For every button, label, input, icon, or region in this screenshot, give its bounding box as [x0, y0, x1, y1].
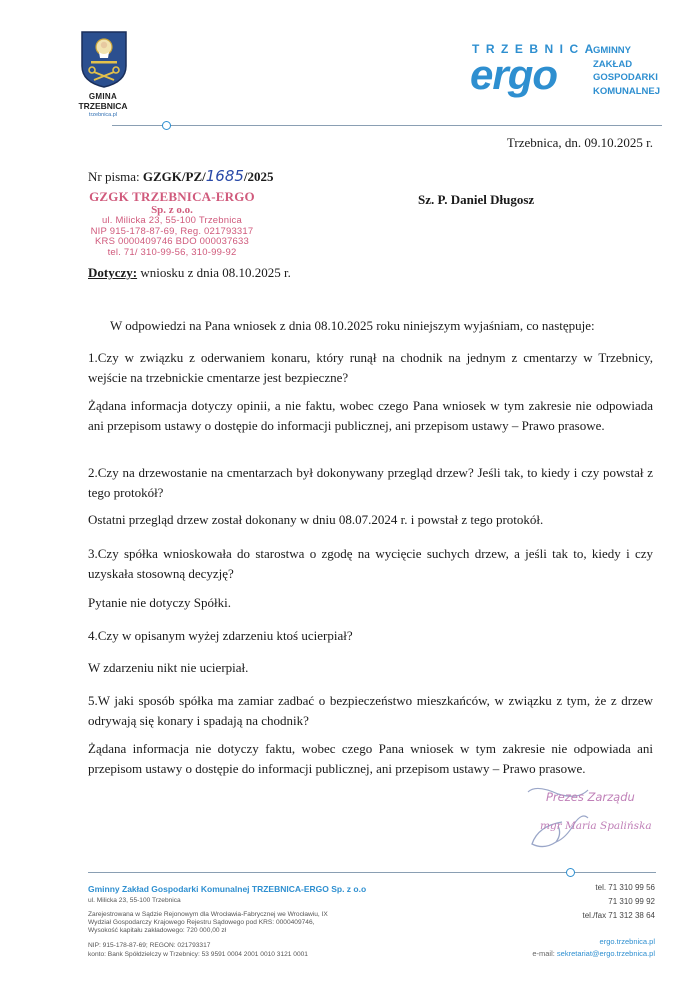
stamp-line: tel. 71/ 310-99-56, 310-99-92: [107, 246, 237, 258]
header-divider-dot-icon: [162, 121, 171, 130]
footer-divider-dot-icon: [566, 868, 575, 877]
trzebnica-coat-of-arms-icon: [80, 30, 128, 88]
gmina-url: trzebnica.pl: [88, 112, 118, 118]
answer-1: Żądana informacja dotyczy opinii, a nie faktu, wobec czego Pana wniosek w tym zakresie nie odpowiada ani przepisom ustawy o dostępie do informacji publicznej, ani przepisom ustawy – Prawo prasowe.: [88, 398, 653, 433]
answer-3: Pytanie nie dotyczy Spółki.: [88, 595, 231, 610]
letter-date: Trzebnica, dn. 09.10.2025 r.: [506, 135, 653, 150]
footer-email-row: [500, 949, 655, 960]
question-3: 3.Czy spółka wnioskowała do starostwa o zgodę na wycięcie suchych drzew, a jeśli tak to, kiedy i czy uzyskała stosowną decyzję?: [88, 546, 653, 581]
question-5: 5.W jaki sposób spółka ma zamiar zadbać o bezpieczeństwo mieszkańców, w związku z tym, że z drzew odrywają się konary i spadają na chodnik?: [88, 693, 653, 728]
question-4: 4.Czy w opisanym wyżej zdarzeniu ktoś ucierpiał?: [88, 628, 353, 643]
signature-name: mgr Maria Spalińska: [540, 820, 652, 832]
brand-trzebnica: TRZEBNICA: [472, 42, 600, 56]
subject-line: [88, 265, 291, 281]
reference-label: Nr pisma:: [88, 169, 143, 184]
gmina-label: GMINA: [88, 92, 118, 101]
footer-phone: 71 310 99 92: [608, 897, 655, 906]
footer-website-link[interactable]: ergo.trzebnica.pl: [599, 937, 655, 946]
answer-2: Ostatni przegląd drzew został dokonany w dniu 08.07.2024 r. i powstał z tego protokół.: [88, 512, 544, 527]
footer-address: ul. Milicka 23, 55-100 Trzebnica: [88, 897, 181, 904]
subject-text: wniosku z dnia 08.10.2025 r.: [137, 265, 291, 280]
subject-label: Dotyczy:: [88, 265, 138, 280]
reference-number: [88, 167, 274, 185]
header-divider: [112, 125, 662, 126]
company-line: ZAKŁAD: [593, 58, 633, 70]
footer-bank-account: konto: Bank Spółdzielczy w Trzebnicy: 53 9591 0004 2001 0010 3121 0001: [88, 951, 308, 958]
ergo-logo: ergo: [470, 51, 558, 98]
footer-registry-line: Wysokość kapitału zakładowego: 720 000,00 zł: [88, 927, 227, 934]
answer-5: Żądana informacja nie dotyczy faktu, wobec czego Pana wniosek w tym zakresie nie odpowiada ani przepisom ustawy o dostępie do informacji publicznej, ani przepisom ustawy – Prawo prasowe.: [88, 741, 653, 776]
signature-title: Prezes Zarządu: [546, 790, 635, 804]
company-line: GMINNY: [593, 45, 631, 56]
reference-handwritten-number: 1685: [205, 167, 244, 185]
reference-prefix: GZGK/PZ/: [142, 169, 206, 184]
intro-paragraph: W odpowiedzi na Pana wniosek z dnia 08.10.2025 roku niniejszym wyjaśniam, co następuje:: [110, 318, 595, 333]
footer-phone: tel. 71 310 99 56: [595, 883, 655, 892]
footer-email-link[interactable]: sekretariat@ergo.trzebnica.pl: [556, 949, 655, 958]
company-stamp: [72, 190, 272, 258]
stamp-line: NIP 915-178-87-69, Reg. 021793317: [90, 225, 254, 237]
addressee: Sz. P. Daniel Długosz: [418, 192, 535, 207]
footer-email-label: e-mail:: [532, 949, 557, 958]
company-name-block: [593, 44, 660, 98]
footer-registry-line: Zarejestrowana w Sądzie Rejonowym dla Wrocławia-Fabrycznej we Wrocławiu, IX: [88, 911, 328, 918]
reference-suffix: /2025: [243, 169, 274, 184]
footer-registry-line: Wydział Gospodarczy Krajowego Rejestru Sądowego pod KRS: 0000409746,: [88, 919, 315, 926]
answer-4: W zdarzeniu nikt nie ucierpiał.: [88, 660, 249, 675]
gmina-name: TRZEBNICA: [78, 101, 128, 111]
question-1: 1.Czy w związku z oderwaniem konaru, który runął na chodnik na jednym z cmentarzy w Trzebnicy, wejście na trzebnickie cmentarze jest bezpieczne?: [88, 350, 653, 385]
footer-company-name: Gminny Zakład Gospodarki Komunalnej TRZEBNICA-ERGO Sp. z o.o: [88, 884, 367, 894]
company-line: KOMUNALNEJ: [593, 85, 661, 97]
stamp-title: GZGK TRZEBNICA-ERGO: [89, 189, 255, 204]
footer-nip-regon: NIP: 915-178-87-69; REGON: 021793317: [88, 942, 211, 949]
question-2: 2.Czy na drzewostanie na cmentarzach był dokonywany przegląd drzew? Jeśli tak, to kiedy i czy powstał z tego protokół?: [88, 465, 653, 500]
stamp-subtitle: Sp. z o.o.: [151, 204, 193, 216]
company-line: GOSPODARKI: [593, 72, 658, 83]
footer-fax: tel./fax 71 312 38 64: [582, 911, 655, 920]
stamp-line: ul. Milicka 23, 55-100 Trzebnica: [102, 215, 242, 226]
stamp-line: KRS 0000409746 BDO 000037633: [94, 236, 250, 247]
